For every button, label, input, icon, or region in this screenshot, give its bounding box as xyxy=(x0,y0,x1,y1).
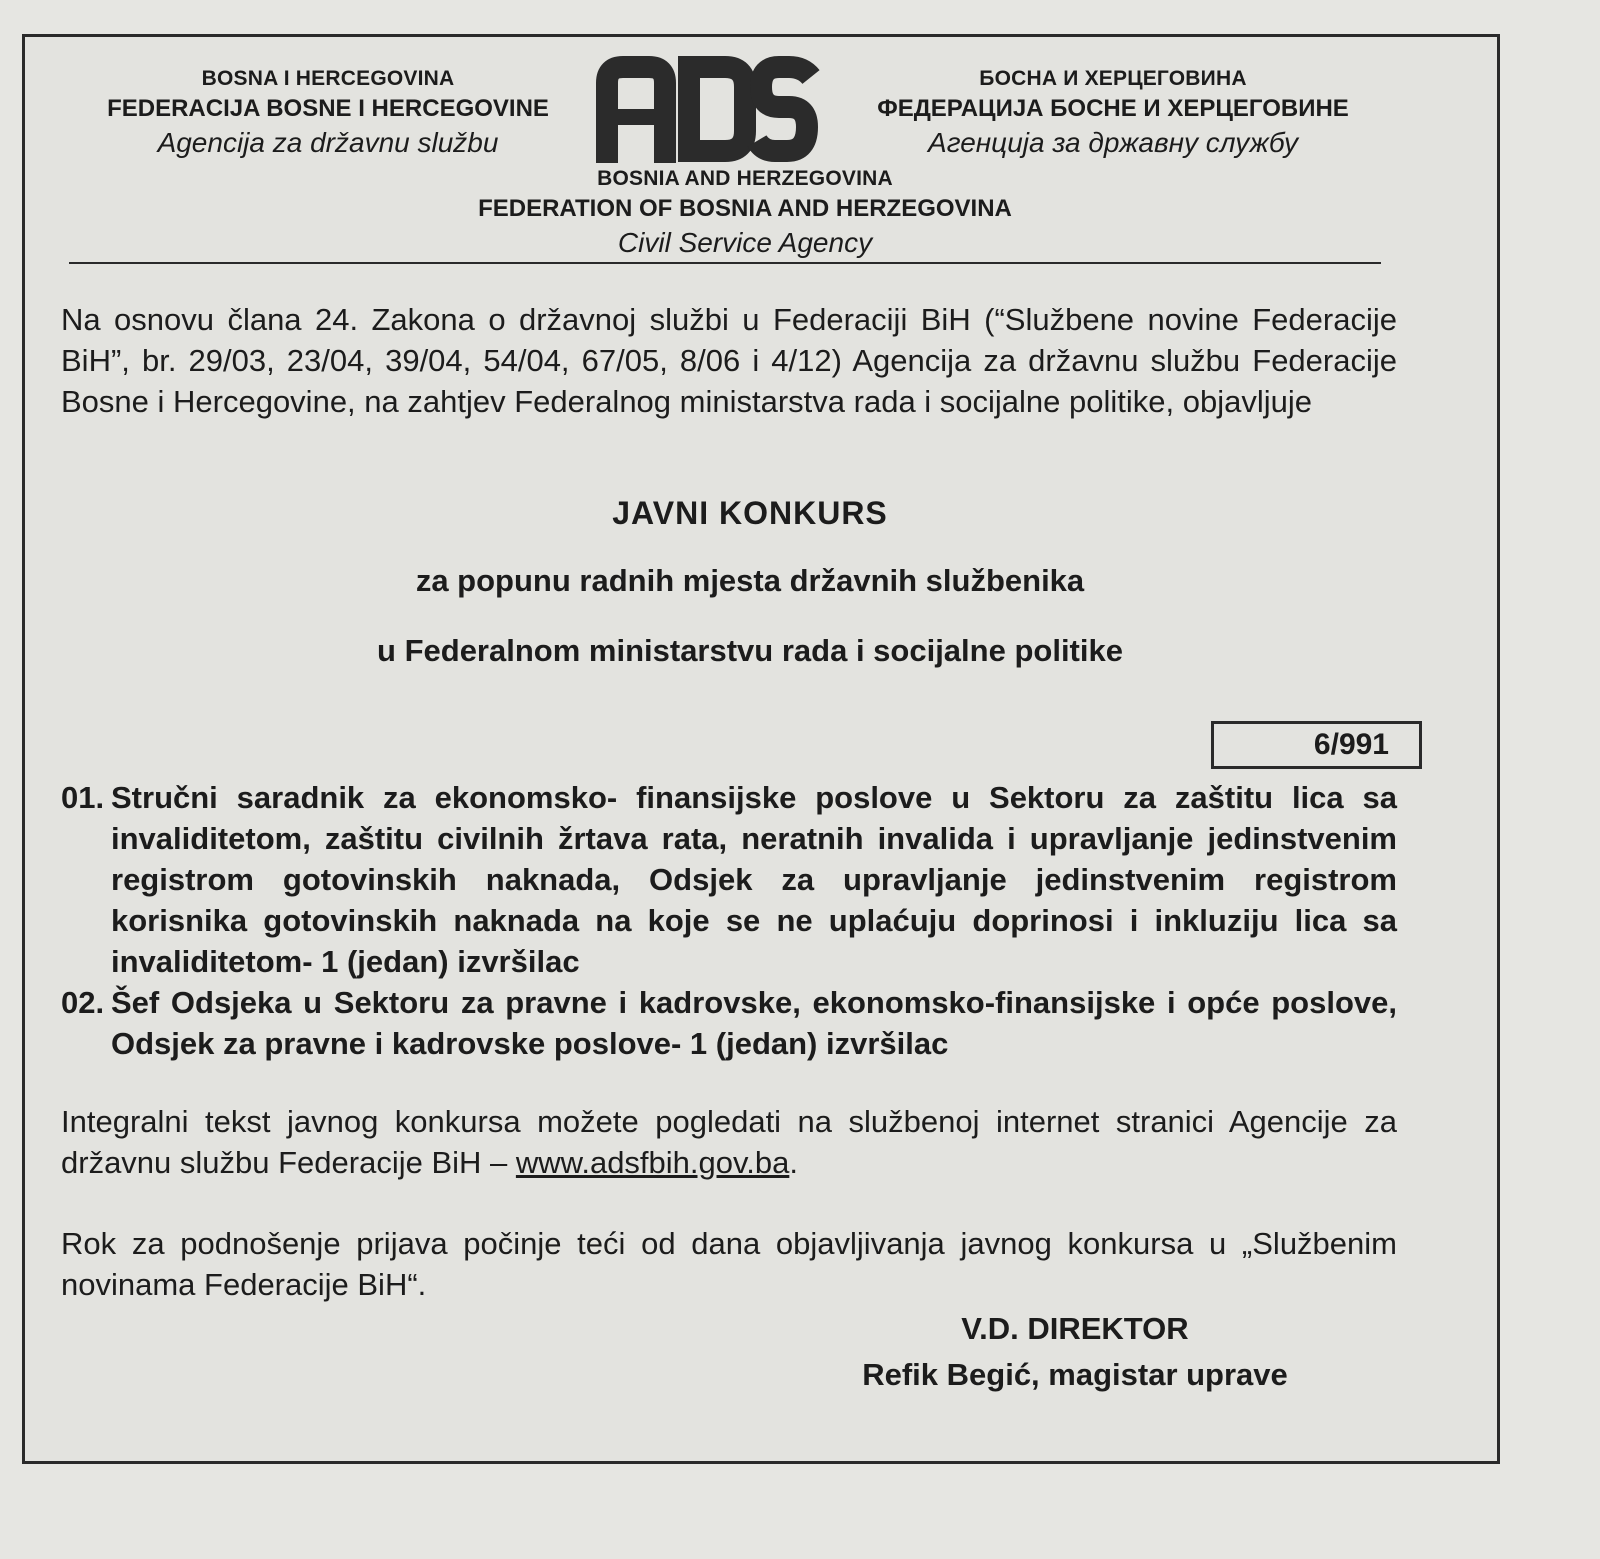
header-left-latin xyxy=(83,65,573,161)
header-center-country: BOSNIA AND HERZEGOVINA xyxy=(597,167,893,190)
intro-paragraph: Na osnovu člana 24. Zakona o državnoj službi u Federaciji BiH (“Službene novine Federacije BiH”, br. 29/03, 23/04, 39/04, 54/04, 67/05, 8/06 i 4/12) Agencija za državnu službu Federacije Bosne i Hercegovine, na zahtjev Federalnog ministarstva rada i socijalne politike, objavljuje xyxy=(61,302,1397,419)
announcement-subtitle: za popunu radnih mjesta državnih službenika xyxy=(415,563,1085,598)
integral-text: Integralni tekst javnog konkursa možete pogledati na službenoj internet stranici Agencije za državnu službu Federacije BiH – xyxy=(61,1104,1397,1180)
position-description: Šef Odsjeka u Sektoru za pravne i kadrovske, ekonomsko-finansijske i opće poslove, Odsjek za pravne i kadrovske poslove- 1 (jedan) izvršilac xyxy=(111,985,1397,1061)
header-left-agency: Agencija za državnu službu xyxy=(157,127,499,158)
positions-list xyxy=(61,777,1397,1064)
position-item xyxy=(61,982,1397,1064)
header-right-country: БОСНА И ХЕРЦЕГОВИНА xyxy=(979,67,1247,90)
position-description: Stručni saradnik za ekonomsko- finansijske poslove u Sektoru za zaštitu lica sa invaliditetom, zaštitu civilnih žrtava rata, neratnih invalida i upravljanje jedinstvenim registrom gotovinskih naknada, Odsjek za upravljanje jedinstvenim registrom korisnika gotovinskih naknada na koje se ne uplaćuju doprinosi i inkluziju lica sa invaliditetom- 1 (jedan) izvršilac xyxy=(111,780,1397,979)
reference-number: 6/991 xyxy=(1211,721,1422,769)
header-center-english xyxy=(405,165,1085,261)
position-number: 02. xyxy=(61,985,105,1020)
signature-title: V.D. DIREKTOR xyxy=(961,1311,1189,1346)
deadline-paragraph: Rok za podnošenje prijava počinje teći od dana objavljivanja javnog konkursa u „Službenim novinama Federacije BiH“. xyxy=(61,1226,1397,1302)
announcement-title: JAVNI KONKURS xyxy=(612,495,888,531)
position-number: 01. xyxy=(61,780,105,815)
ads-logo-icon xyxy=(593,55,825,163)
header-center-agency: Civil Service Agency xyxy=(617,227,873,258)
header-right-federation: ФЕДЕРАЦИЈА БОСНЕ И ХЕРЦЕГОВИНЕ xyxy=(877,95,1349,122)
header-left-country: BOSNA I HERCEGOVINA xyxy=(201,67,455,90)
ads-logo xyxy=(593,55,825,163)
position-item xyxy=(61,777,1397,982)
header-left-federation: FEDERACIJA BOSNE I HERCEGOVINE xyxy=(107,95,549,122)
header-right-cyrillic xyxy=(843,65,1383,161)
signature-name: Refik Begić, magistar uprave xyxy=(862,1357,1288,1392)
header-divider xyxy=(69,262,1381,264)
announcement-ministry: u Federalnom ministarstvu rada i socijalne politike xyxy=(377,633,1123,668)
integral-text-paragraph xyxy=(61,1101,1397,1183)
header-right-agency: Агенција за државну службу xyxy=(928,127,1298,158)
announcement-frame xyxy=(22,34,1500,1464)
website-link[interactable]: www.adsfbih.gov.ba xyxy=(515,1145,790,1180)
integral-end: . xyxy=(789,1145,798,1180)
header-center-federation: FEDERATION OF BOSNIA AND HERZEGOVINA xyxy=(478,195,1012,222)
